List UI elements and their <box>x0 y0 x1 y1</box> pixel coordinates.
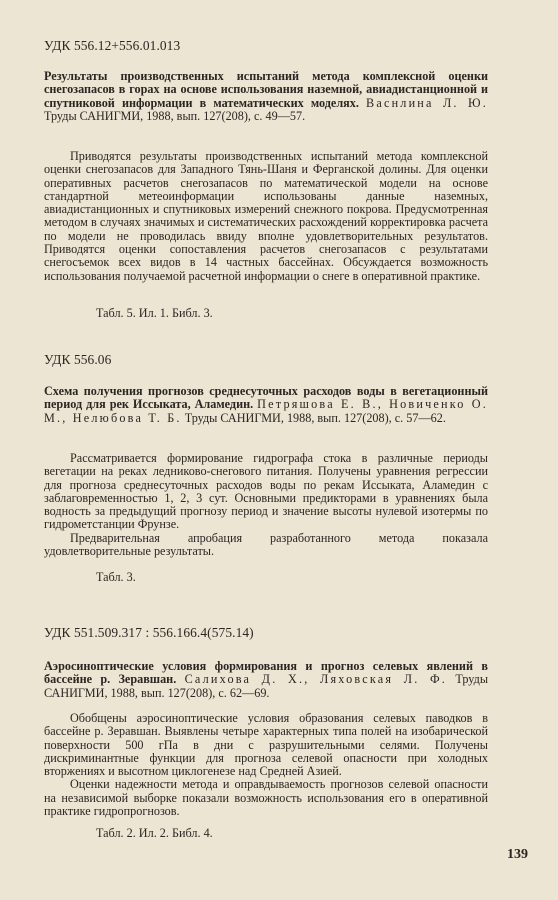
article-refs-wrap <box>44 571 488 584</box>
article-header <box>44 660 488 700</box>
article-authors: Петряшова Е. В., Новиченко О. М., Нелюбова Т. Б. <box>44 397 489 425</box>
article-source: Труды САНИГМИ, 1988, вып. 127(208), с. 57—62. <box>184 410 446 425</box>
abstract-paragraph: Предварительная апробация разработанного метода показала удовлетворительные результаты. <box>44 530 488 559</box>
abstract-paragraph: Обобщены аэросиноптические условия образования селевых паводков в бассейне р. Зеравшан. Выявлены четыре характерных типа полей на изобарической поверхности 500 гПа в дни с разрушительными селями. Получены дискриминантные функции для прогноза селевой опасности при холодных вторжениях и высотном циклогенезе над Средней Азией. <box>44 711 488 779</box>
article-refs: Табл. 5. Ил. 1. Библ. 3. <box>96 306 213 320</box>
udc-code: УДК 556.12+556.01.013 <box>44 38 181 53</box>
abstract <box>44 712 488 818</box>
udc-code: УДК 556.06 <box>44 352 112 367</box>
article-header <box>44 385 488 425</box>
abstract-paragraph: Приводятся результаты производственных испытаний метода комплексной оценки снегозапасов для Западного Тянь-Шаня и Ферганской долины. Для оценки оперативных расчетов снегозапасов по математической модели на основе стандартной метеоинформации использованы данные наземных, авиадистанционных и спутниковых измерений снежного покрова. Предусмотренная методом в случаях значимых и систематических расхождений корректировка расчета по модели не проводилась ввиду вполне удовлетворительных результатов. Приводятся оценки сопоставления расчетов снегозапасов с результатами снегосъемок всех видов в 14 частных бассейнах. Обсуждается возможность использования получаемой расчетной информации о снеге в оперативной практике. <box>44 149 488 283</box>
abstract-paragraph: Рассматривается формирование гидрографа стока в различные периоды вегетации на реках ледниково-снегового питания. Получены уравнения регрессии для прогноза среднесуточных расходов воды по рекам Иссыката, Аламедин с заблаговременностью 1, 2, 3 сут. Основными предикторами в уравнениях была водность за предыдущий прогнозу период и значение высоты нулевой изотермы по гидрометстанции Фрунзе. <box>44 451 488 532</box>
page-number: 139 <box>507 847 528 862</box>
udc-code: УДК 551.509.317 : 556.166.4(575.14) <box>44 625 254 640</box>
article-source: Труды САНИГМИ, 1988, вып. 127(208), с. 62—69. <box>44 672 489 700</box>
article-title: Схема получения прогнозов среднесуточных расходов воды в вегетационный период для рек Иссыката, Аламедин. <box>44 384 488 412</box>
article-refs-wrap <box>44 307 488 320</box>
abstract <box>44 452 488 558</box>
article-refs-wrap <box>44 827 488 840</box>
article-title: Аэросиноптические условия формирования и прогноз селевых явлений в бассейне р. Зеравшан. <box>44 659 488 687</box>
article-title: Результаты производственных испытаний метода комплексной оценки снегозапасов в горах на основе использования наземной, авиадистанционной и спутниковой информации в математических моделях. <box>44 69 488 110</box>
article-refs: Табл. 3. <box>96 570 136 584</box>
abstract-paragraph: Оценки надежности метода и оправдываемость прогнозов селевой опасности на независимой выборке показали возможность использования его в оперативной практике гидропрогнозов. <box>44 777 488 819</box>
article-authors: Салихова Д. Х., Ляховская Л. Ф. <box>184 672 448 687</box>
article-refs: Табл. 2. Ил. 2. Библ. 4. <box>96 826 213 840</box>
article-authors: Васнлина Л. Ю. <box>366 95 488 110</box>
article-source: Труды САНИГМИ, 1988, вып. 127(208), с. 49—57. <box>44 108 306 123</box>
article-header <box>44 70 488 123</box>
abstract <box>44 150 488 283</box>
